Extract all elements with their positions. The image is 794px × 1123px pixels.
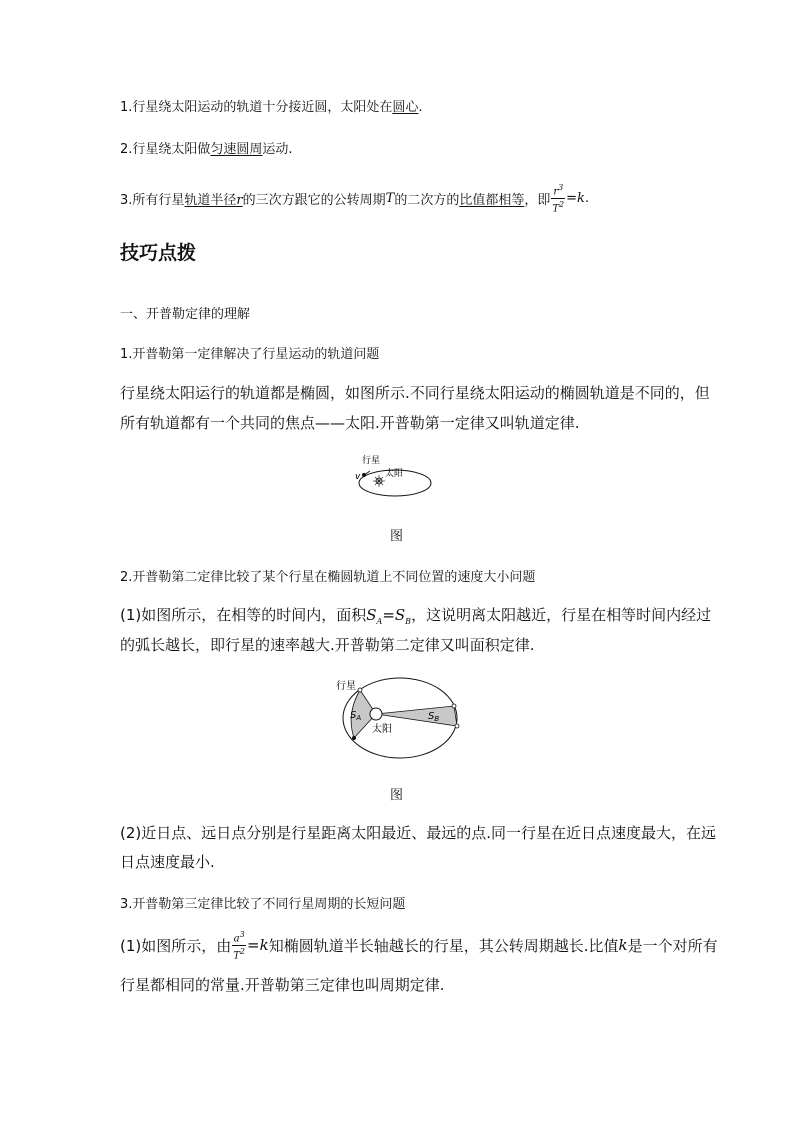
item2-text: 2.行星绕太阳做 bbox=[120, 142, 211, 157]
velocity-label: v bbox=[355, 472, 361, 482]
law3-frac-den: T bbox=[233, 949, 240, 961]
law3-frac-num: a bbox=[233, 933, 240, 945]
area-SB-sub: B bbox=[405, 617, 412, 626]
sun-icon bbox=[370, 708, 382, 720]
law2-line1 bbox=[120, 604, 711, 626]
item3-text-3: 的二次方的 bbox=[394, 192, 460, 208]
law1-line2: 所有轨道都有一个共同的焦点——太阳.开普勒第一定律又叫轨道定律. bbox=[120, 414, 580, 432]
law3-title: 3.开普勒第三定律比较了不同行星周期的长短问题 bbox=[120, 897, 406, 912]
law1-line1: 行星绕太阳运行的轨道都是椭圆，如图所示.不同行星绕太阳运动的椭圆轨道是不同的，但 bbox=[120, 384, 710, 402]
var-r: r bbox=[236, 192, 243, 208]
law3-var-k: k bbox=[259, 936, 269, 954]
var-T: T bbox=[385, 190, 395, 206]
law3-text-a: (1)如图所示，由 bbox=[120, 936, 232, 955]
item3-text-1: 3.所有行星 bbox=[120, 192, 185, 208]
area-SA-symbol: S bbox=[366, 606, 377, 624]
section-title: 一、开普勒定律的理解 bbox=[120, 307, 251, 322]
orbit-figure-1 bbox=[350, 452, 440, 502]
item1-suffix: . bbox=[418, 100, 423, 115]
frac-den: T bbox=[552, 202, 560, 214]
planet-dot-4 bbox=[455, 724, 459, 728]
SB-label: $S_B$ bbox=[428, 711, 440, 723]
figure-caption-2: 图 bbox=[390, 788, 404, 803]
sun-label-2: 太阳 bbox=[372, 724, 392, 735]
item1-underlined: 圆心 bbox=[392, 100, 419, 115]
planet-label: 行星 bbox=[362, 456, 381, 466]
orbit-figure-2 bbox=[330, 672, 470, 772]
planet-dot-2 bbox=[352, 736, 356, 740]
item1-text: 1.行星绕太阳运动的轨道十分接近圆，太阳处在 bbox=[120, 100, 393, 115]
var-k: k bbox=[577, 190, 585, 206]
law2-line2: 的弧长越长，即行星的速率越大.开普勒第二定律又叫面积定律. bbox=[120, 636, 535, 654]
item3-text-2: 的三次方跟它的公转周期 bbox=[242, 192, 386, 208]
frac-den-exp: 2 bbox=[559, 199, 565, 209]
item3-u1: 轨道半径 bbox=[184, 192, 237, 208]
equals-sign: = bbox=[566, 190, 578, 206]
law2-eq: = bbox=[382, 606, 395, 624]
item3-underlined-2: 比值都相等 bbox=[459, 192, 525, 208]
sun-label: 太阳 bbox=[385, 469, 404, 479]
law3-var-k2: k bbox=[618, 936, 628, 954]
planet-dot-3 bbox=[452, 704, 456, 708]
area-SB-sector bbox=[376, 706, 457, 726]
area-SA bbox=[366, 606, 382, 624]
law1-title: 1.开普勒第一定律解决了行星运动的轨道问题 bbox=[120, 347, 380, 362]
item3-period: . bbox=[584, 190, 590, 206]
fraction-a3-T2 bbox=[232, 929, 246, 961]
planet-label-2: 行星 bbox=[336, 681, 356, 692]
law3-eq: = bbox=[247, 936, 260, 954]
frac-num: r bbox=[553, 186, 559, 198]
item3-text-4: ，即 bbox=[524, 192, 551, 208]
law3-frac-den-exp: 2 bbox=[239, 946, 246, 956]
area-SB-symbol: S bbox=[394, 606, 406, 624]
law2-text-a: (1)如图所示，在相等的时间内，面积 bbox=[120, 606, 367, 624]
law2-text-b: ，这说明离太阳越近，行星在相等时间内经过 bbox=[411, 606, 712, 624]
area-SB bbox=[395, 606, 411, 624]
frac-num-exp: 3 bbox=[558, 183, 564, 193]
law-summary-3 bbox=[120, 182, 589, 214]
SA-label: $S_A$ bbox=[350, 710, 362, 722]
law3-frac-num-exp: 3 bbox=[239, 930, 245, 940]
law-summary-2 bbox=[120, 138, 293, 157]
law3-text-c: 是一个对所有 bbox=[627, 936, 718, 955]
item2-suffix: 运动. bbox=[262, 142, 293, 157]
law3-line2: 行星都相同的常量.开普勒第三定律也叫周期定律. bbox=[120, 976, 445, 994]
law2-title: 2.开普勒第二定律比较了某个行星在椭圆轨道上不同位置的速度大小问题 bbox=[120, 570, 536, 585]
sun-icon bbox=[373, 475, 385, 487]
law2b-line2: 日点速度最小. bbox=[120, 853, 215, 871]
planet-dot-1 bbox=[358, 688, 362, 692]
item3-underlined-1 bbox=[184, 189, 242, 208]
area-SA-sub: A bbox=[376, 617, 383, 626]
item2-underlined: 匀速圆周 bbox=[210, 142, 263, 157]
law-summary-1 bbox=[120, 96, 423, 115]
figure-caption-1: 图 bbox=[390, 529, 404, 544]
law3-text-b: 知椭圆轨道半长轴越长的行星，其公转周期越长.比值 bbox=[268, 936, 619, 955]
section-heading: 技巧点拨 bbox=[120, 242, 197, 264]
fraction-r3-T2 bbox=[551, 182, 565, 214]
law2b-line1: (2)近日点、远日点分别是行星距离太阳最近、最远的点.同一行星在近日点速度最大，在远 bbox=[120, 824, 717, 842]
law3-line1 bbox=[120, 928, 718, 962]
